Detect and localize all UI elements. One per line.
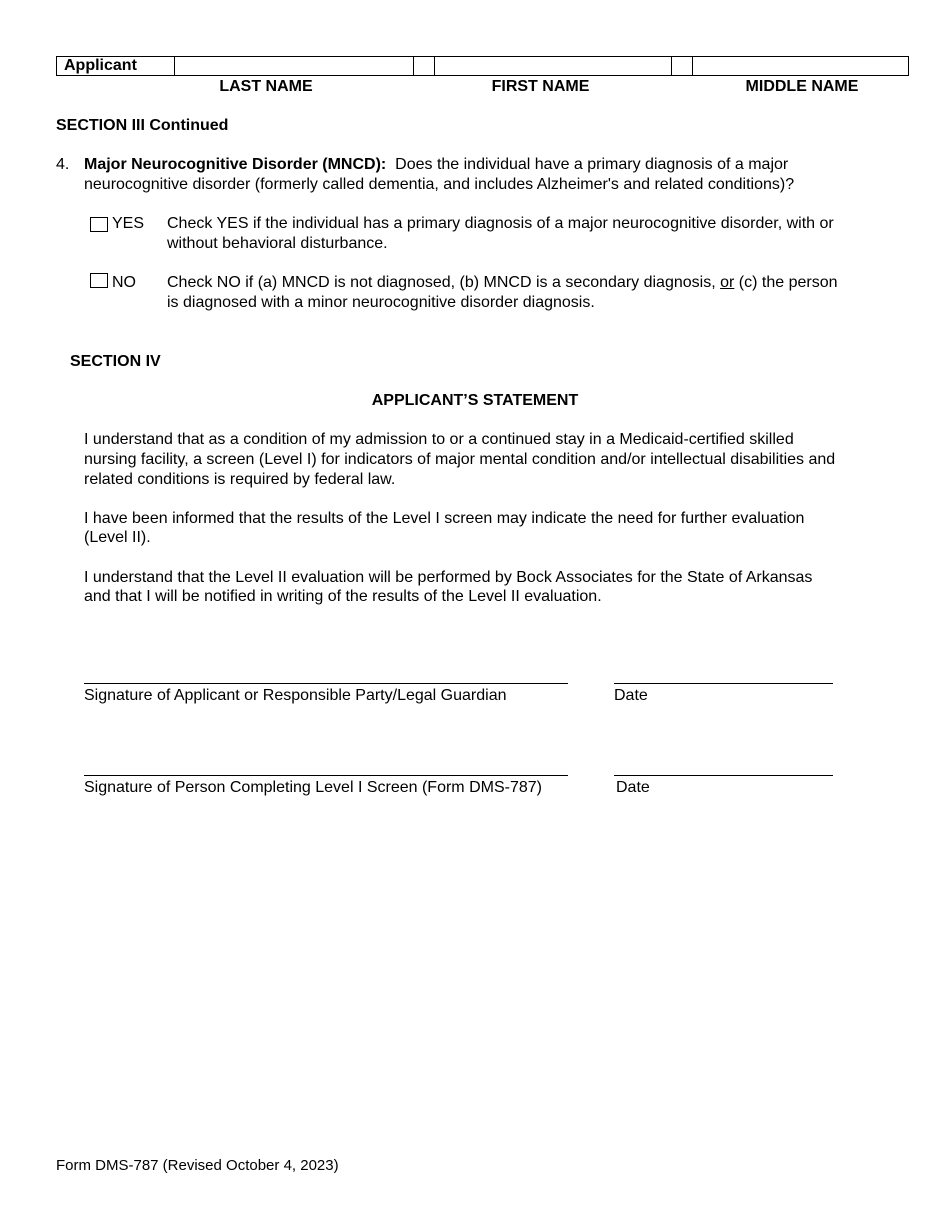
question-line-1 xyxy=(84,155,788,175)
applicant-date-label: Date xyxy=(614,687,648,704)
statement-p3-line1: I understand that the Level II evaluation will be performed by Bock Associates for the State of Arkansas xyxy=(84,569,813,586)
no-description-1 xyxy=(167,273,837,293)
statement-p1-line2: nursing facility, a screen (Level I) for indicators of major mental condition and/or intellectual disabilities and xyxy=(84,451,836,468)
name-spacer-cell xyxy=(414,57,435,75)
statement-p3-line2: and that I will be notified in writing of the results of the Level II evaluation. xyxy=(84,588,602,605)
applicant-signature-label: Signature of Applicant or Responsible Party/Legal Guardian xyxy=(84,687,507,704)
statement-p2-line2: (Level II). xyxy=(84,529,151,546)
yes-checkbox[interactable] xyxy=(90,217,108,232)
yes-description-1: Check YES if the individual has a primary diagnosis of a major neurocognitive disorder, with or xyxy=(167,215,834,232)
applicant-label: Applicant xyxy=(57,57,175,75)
statement-title: APPLICANT’S STATEMENT xyxy=(371,392,579,409)
applicant-name-table xyxy=(56,56,909,76)
form-footer: Form DMS-787 (Revised October 4, 2023) xyxy=(56,1157,339,1174)
last-name-label: LAST NAME xyxy=(219,78,313,95)
first-name-field[interactable] xyxy=(435,57,672,75)
statement-p1-line3: related conditions is required by federal law. xyxy=(84,471,396,488)
statement-p1-line1: I understand that as a condition of my admission to or a continued stay in a Medicaid-certified skilled xyxy=(84,431,794,448)
statement-p2-line1: I have been informed that the results of the Level I screen may indicate the need for further evaluation xyxy=(84,510,805,527)
middle-name-field[interactable] xyxy=(693,57,908,75)
no-text-a: Check NO if (a) MNCD is not diagnosed, (b) MNCD is a secondary diagnosis, xyxy=(167,274,721,291)
no-label: NO xyxy=(112,274,136,291)
applicant-signature-line[interactable] xyxy=(84,683,568,684)
screener-date-line[interactable] xyxy=(614,775,833,776)
first-name-label: FIRST NAME xyxy=(491,78,590,95)
middle-name-label: MIDDLE NAME xyxy=(745,78,859,95)
section-4-title: SECTION IV xyxy=(70,353,161,370)
screener-signature-line[interactable] xyxy=(84,775,568,776)
screener-signature-label: Signature of Person Completing Level I Screen (Form DMS-787) xyxy=(84,779,542,796)
last-name-field[interactable] xyxy=(175,57,414,75)
applicant-date-line[interactable] xyxy=(614,683,833,684)
yes-description-2: without behavioral disturbance. xyxy=(167,235,388,252)
question-line-2: neurocognitive disorder (formerly called dementia, and includes Alzheimer's and related conditions)? xyxy=(84,176,795,193)
question-text-1: Does the individual have a primary diagnosis of a major xyxy=(395,156,789,173)
no-text-b: (c) the person xyxy=(734,274,838,291)
question-label: Major Neurocognitive Disorder (MNCD): xyxy=(84,156,387,173)
screener-date-label: Date xyxy=(616,779,650,796)
name-spacer-cell xyxy=(672,57,693,75)
no-text-or: or xyxy=(720,274,735,291)
question-number: 4. xyxy=(56,156,70,173)
no-description-2: is diagnosed with a minor neurocognitive disorder diagnosis. xyxy=(167,294,595,311)
yes-label: YES xyxy=(112,215,145,232)
section-3-title: SECTION III Continued xyxy=(56,117,229,134)
no-checkbox[interactable] xyxy=(90,273,108,288)
